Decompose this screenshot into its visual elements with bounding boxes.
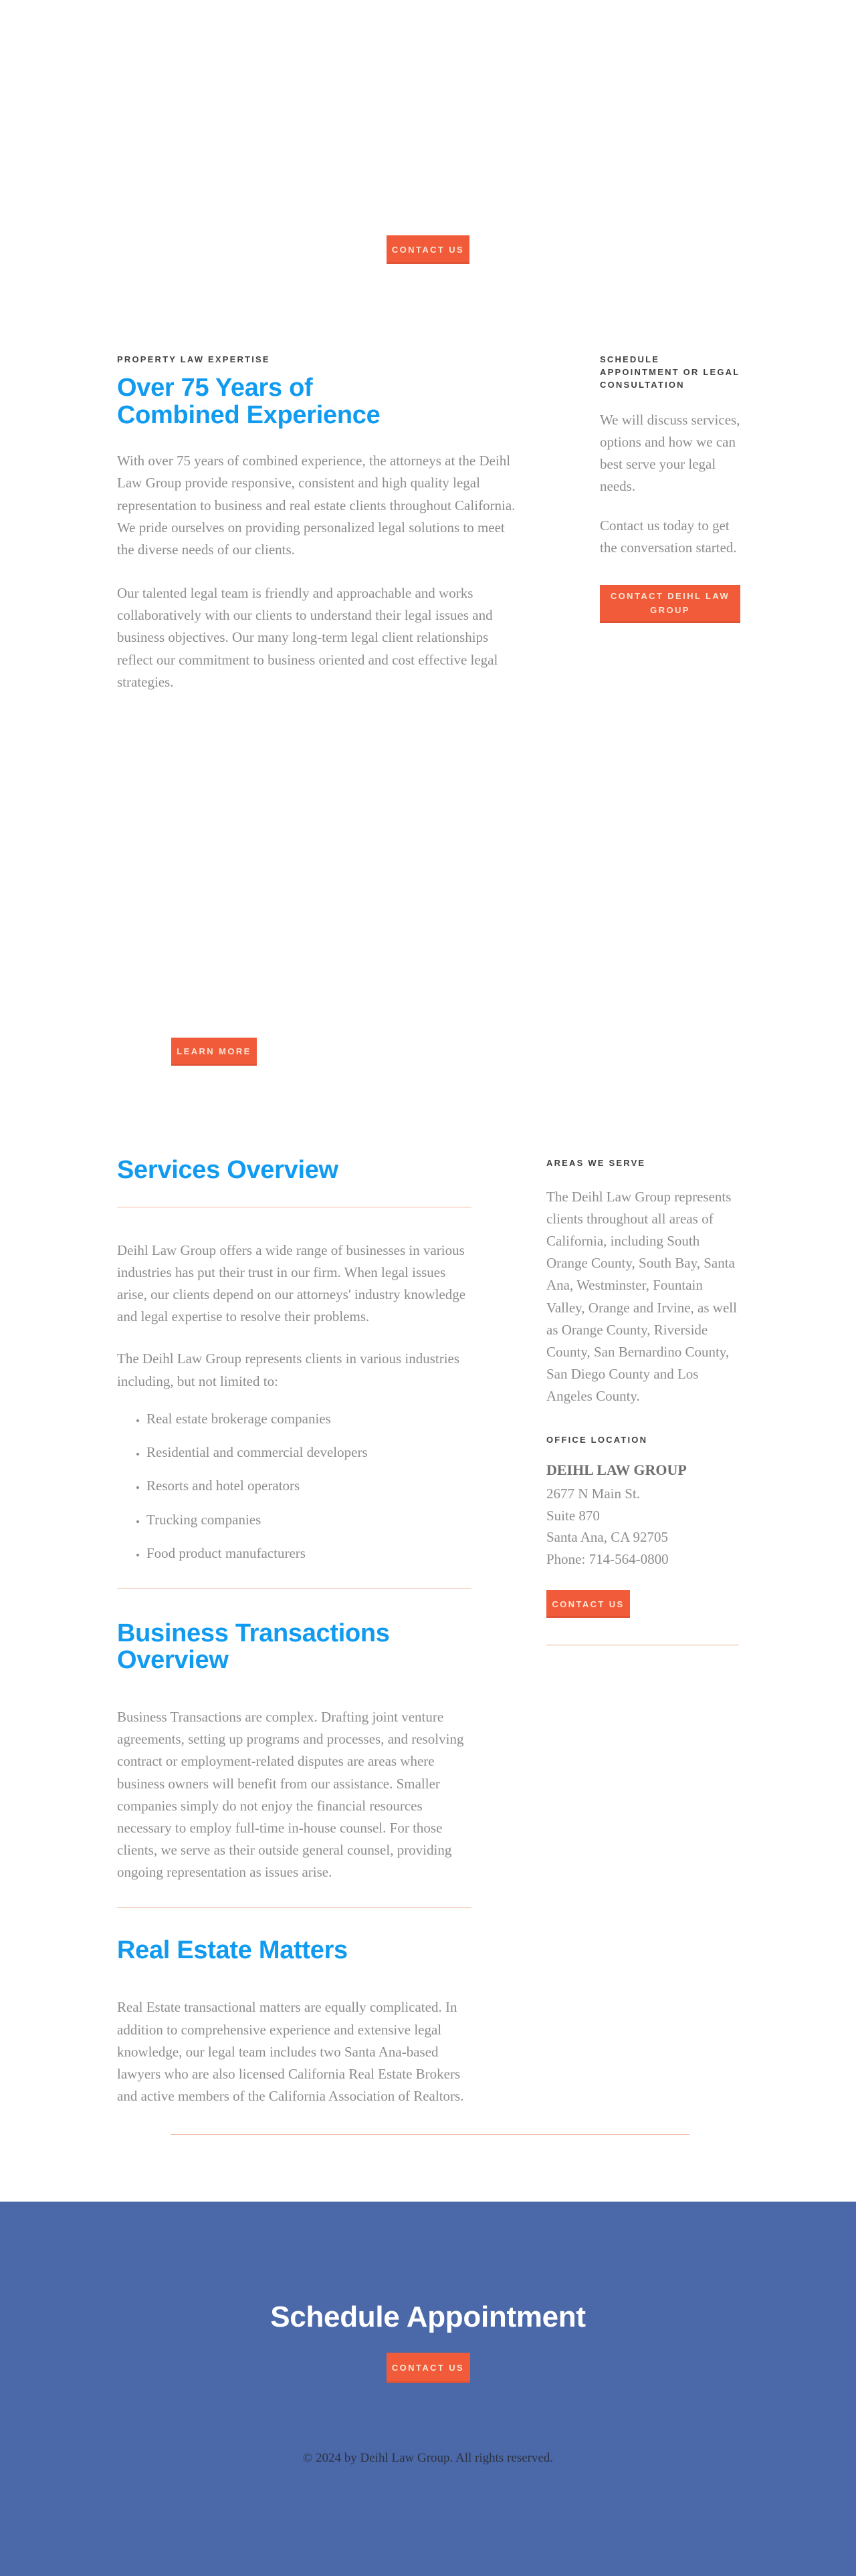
services-paragraph-1: Deihl Law Group offers a wide range of businesses in various industries has put their trust in our firm. When legal issues arise, our clients depend on our attorneys' industry knowledge and legal expertise to resolve their problems. <box>117 1242 466 1325</box>
expertise-heading-line2: Combined Experience <box>117 400 381 429</box>
services-section <box>117 1157 856 2107</box>
footer-cta-row <box>0 2353 856 2383</box>
business-transactions-heading: Business Transactions Overview <box>117 1619 390 1675</box>
contact-deihl-law-group-button[interactable]: CONTACT DEIHL LAW GROUP <box>600 585 740 623</box>
contact-us-button-sidebar[interactable]: CONTACT US <box>546 1590 630 1618</box>
expertise-eyebrow: PROPERTY LAW EXPERTISE <box>117 354 270 364</box>
hero-cta-row <box>0 0 856 264</box>
industries-list <box>117 1410 471 1562</box>
list-item: • Resorts and hotel operators <box>146 1477 471 1495</box>
divider <box>117 1907 471 1908</box>
bottom-divider <box>171 2134 689 2135</box>
schedule-appointment-footer <box>0 2202 856 2576</box>
business-transactions-paragraph: Business Transactions are complex. Drafting joint venture agreements, setting up programs and processes, and resolving contract or employment-related disputes are areas where business owners will benefit from our assistance. Smaller companies simply do not enjoy the financial resources necessary to employ full-time in-house counsel. For those clients, we serve as their outside general counsel, providing ongoing representation as issues arise. <box>117 1709 464 1881</box>
services-paragraph-2: The Deihl Law Group represents clients in various industries including, but not limited to: <box>117 1351 460 1389</box>
learn-more-button[interactable]: LEARN MORE <box>171 1038 257 1066</box>
expertise-heading-line1: Over 75 Years of <box>117 373 313 402</box>
areas-we-serve-eyebrow: AREAS WE SERVE <box>546 1157 646 1168</box>
expertise-column <box>117 354 525 693</box>
office-address-line: 2677 N Main St. <box>546 1486 641 1502</box>
learn-more-row <box>171 1038 856 1066</box>
services-heading: Services Overview <box>117 1155 338 1184</box>
expertise-paragraph-1: With over 75 years of combined experience, the attorneys at the Deihl Law Group provide responsive, consistent and high quality legal representation to business and real estate clients throughout California. We pride ourselves on providing personalized legal solutions to meet the diverse needs of our clients. <box>117 453 516 558</box>
divider <box>117 1588 471 1589</box>
copyright-text: © 2024 by Deihl Law Group. All rights reserved. <box>302 2451 554 2466</box>
appointment-paragraph-1: We will discuss services, options and how we can best serve your legal needs. <box>600 411 740 495</box>
list-item: • Food product manufacturers <box>146 1544 471 1562</box>
services-column <box>117 1157 471 2107</box>
appointment-paragraph-2: Contact us today to get the conversation started. <box>600 517 737 556</box>
info-sidebar <box>546 1157 739 2107</box>
expertise-section <box>117 354 856 693</box>
office-name: DEIHL LAW GROUP <box>546 1461 687 1479</box>
footer-heading: Schedule Appointment <box>270 2301 586 2334</box>
appointment-sidebar <box>600 354 740 693</box>
contact-us-button-top[interactable]: CONTACT US <box>387 235 469 264</box>
areas-we-serve-paragraph: The Deihl Law Group represents clients throughout all areas of California, including South Orange County, South Bay, Santa Ana, Westminster, Fountain Valley, Orange and Irvine, as well as Orange County, Riverside County, San Bernardino County, San Diego County and Los Angeles County. <box>546 1188 737 1405</box>
real-estate-heading: Real Estate Matters <box>117 1936 348 1965</box>
list-item: • Real estate brokerage companies <box>146 1410 471 1428</box>
office-address-line: Suite 870 <box>546 1507 600 1524</box>
contact-us-button-footer[interactable]: CONTACT US <box>387 2353 470 2383</box>
real-estate-paragraph: Real Estate transactional matters are equally complicated. In addition to comprehensive experience and extensive legal knowledge, our legal team includes two Santa Ana-based lawyers who are also licensed California Real Estate Brokers and active members of the California Association of Realtors. <box>117 1999 464 2105</box>
office-phone: Phone: 714-564-0800 <box>546 1550 669 1567</box>
list-item: • Trucking companies <box>146 1511 471 1529</box>
list-item: • Residential and commercial developers <box>146 1443 471 1461</box>
expertise-paragraph-2: Our talented legal team is friendly and approachable and works collaboratively with our clients to understand their legal issues and business objectives. Our many long-term legal client relationships reflect our commitment to business oriented and cost effective legal strategies. <box>117 585 498 690</box>
appointment-eyebrow: SCHEDULE APPOINTMENT OR LEGAL CONSULTATION <box>600 354 740 390</box>
office-address-line: Santa Ana, CA 92705 <box>546 1529 668 1546</box>
expertise-heading <box>117 374 525 429</box>
office-location-eyebrow: OFFICE LOCATION <box>546 1435 648 1445</box>
